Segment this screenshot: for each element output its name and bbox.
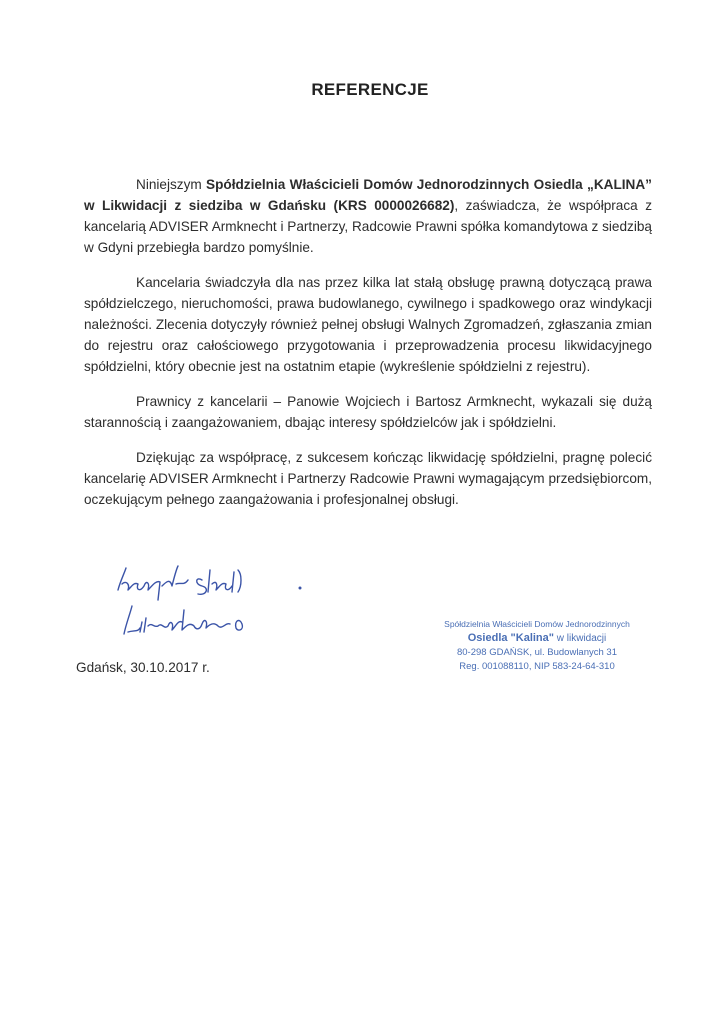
paragraph-3-text: Prawnicy z kancelarii – Panowie Wojciech i Bartosz Armknecht, wykazali się dużą starannością i zaangażowaniem, dbając interesy spółdzielców jak i spółdzielni.	[84, 394, 652, 430]
document-body	[84, 174, 652, 524]
paragraph-2-text: Kancelaria świadczyła dla nas przez kilka lat stałą obsługę prawną dotyczącą prawa spółdzielczego, nieruchomości, prawa budowlanego, cywilnego i spadkowego oraz windykacji należności. Zlecenia dotyczyły również pełnej obsługi Walnych Zgromadzeń, zgłaszania zmian do rejestru oraz całościowego przygotowania i przeprowadzenia procesu likwidacyjnego spółdzielni, który obecnie jest na ostatnim etapie (wykreślenie spółdzielni z rejestru).	[84, 275, 652, 374]
stamp-line-1: Spółdzielnia Właścicieli Domów Jednorodzinnych	[444, 619, 630, 629]
stamp-liquidation: w likwidacji	[554, 633, 607, 644]
stamp-registration: Reg. 001088110, NIP 583-24-64-310	[459, 661, 615, 672]
paragraph-3	[84, 391, 652, 433]
stamp-line-2	[432, 631, 642, 646]
paragraph-1-cooperative-name: Spółdzielnia Właścicieli Domów Jednorodzinnych Osiedla „KALINA” w Likwidacji z siedziba w Gdańsku (KRS 0000026682)	[84, 177, 652, 213]
paragraph-1	[84, 174, 652, 258]
official-stamp	[432, 617, 642, 674]
stamp-address: 80-298 GDAŃSK, ul. Budowlanych 31	[456, 647, 617, 658]
paragraph-1-intro: Niniejszym	[136, 177, 207, 192]
paragraph-4	[84, 447, 652, 510]
document-title: REFERENCJE	[311, 80, 429, 99]
paragraph-1-rest: , zaświadcza, że współpraca z kancelarią ADVISER Armknecht i Partnerzy, Radcowie Prawni spółka komandytowa z siedzibą w Gdyni przebiegła bardzo pomyślnie.	[84, 198, 652, 255]
place-and-date: Gdańsk, 30.10.2017 r.	[76, 660, 210, 675]
paragraph-2	[84, 272, 652, 377]
handwritten-signature	[110, 560, 310, 650]
stamp-estate-name: Osiedla "Kalina"	[467, 632, 554, 644]
paragraph-4-text: Dziękując za współpracę, z sukcesem kończąc likwidację spółdzielni, pragnę polecić kancelarię ADVISER Armknecht i Partnerzy Radcowie Prawni wymagającym przedsiębiorcom, oczekującym pełnego zaangażowania i profesjonalnej obsługi.	[84, 450, 652, 507]
